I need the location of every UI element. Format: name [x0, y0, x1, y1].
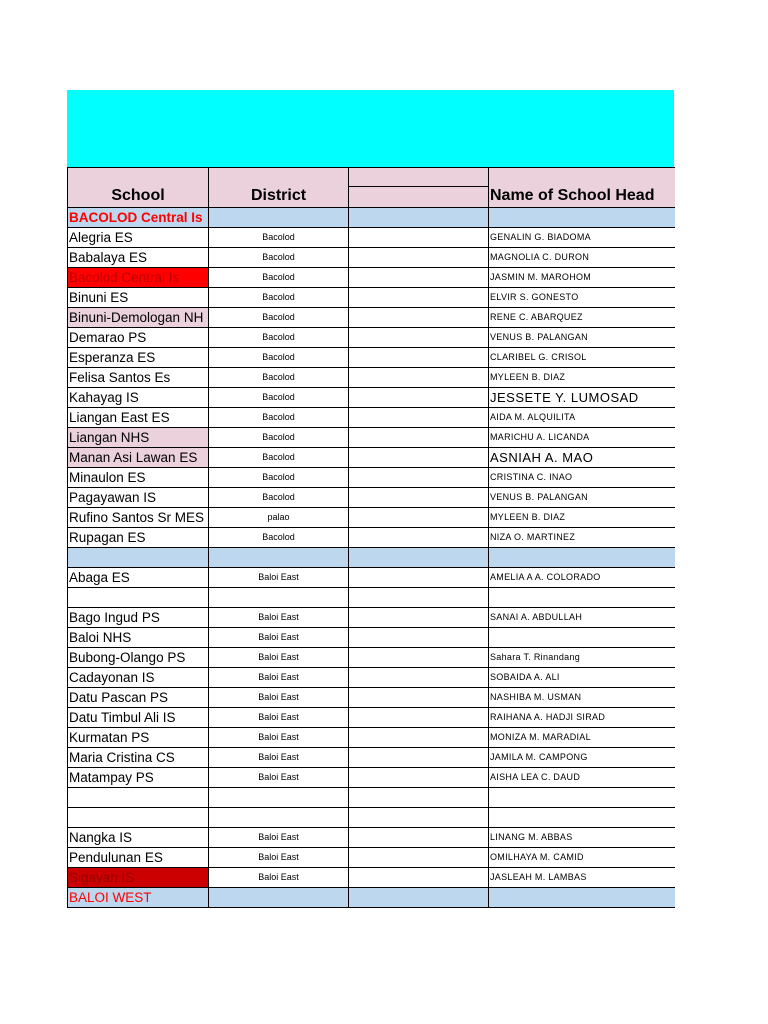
district-cell[interactable]: Baloi East: [209, 568, 349, 588]
section-row: [68, 208, 675, 228]
empty-cell[interactable]: [349, 868, 489, 888]
empty-cell[interactable]: [349, 768, 489, 788]
header-school-head[interactable]: Name of School Head: [489, 168, 675, 208]
table-body: [68, 208, 675, 908]
school-cell[interactable]: Bago Ingud PS: [68, 608, 209, 628]
school-cell[interactable]: Binuni-Demologan NH: [68, 308, 209, 328]
school-cell[interactable]: Baloi NHS: [68, 628, 209, 648]
district-cell[interactable]: Bacolod: [209, 288, 349, 308]
header-row: [68, 168, 675, 208]
school-head-cell[interactable]: SOBAIDA A. ALI: [489, 668, 675, 688]
table-row: [68, 868, 675, 888]
table-row: [68, 348, 675, 368]
district-cell[interactable]: Baloi East: [209, 868, 349, 888]
school-cell[interactable]: Liangan NHS: [68, 428, 209, 448]
district-cell[interactable]: Bacolod: [209, 468, 349, 488]
empty-cell[interactable]: [349, 888, 489, 908]
school-cell[interactable]: BALOI WEST: [68, 888, 209, 908]
school-head-cell[interactable]: JESSETE Y. LUMOSAD: [489, 388, 675, 408]
district-cell[interactable]: [209, 548, 349, 568]
school-head-cell[interactable]: NASHIBA M. USMAN: [489, 688, 675, 708]
school-head-cell[interactable]: CLARIBEL G. CRISOL: [489, 348, 675, 368]
header-district[interactable]: District: [209, 168, 349, 208]
empty-cell[interactable]: [349, 288, 489, 308]
district-cell[interactable]: [209, 808, 349, 828]
school-head-cell[interactable]: RENE C. ABARQUEZ: [489, 308, 675, 328]
title-banner[interactable]: [67, 90, 674, 167]
table-row: [68, 408, 675, 428]
district-cell[interactable]: Bacolod: [209, 448, 349, 468]
school-cell[interactable]: Minaulon ES: [68, 468, 209, 488]
school-cell[interactable]: Cadayonan IS: [68, 668, 209, 688]
table-row: [68, 288, 675, 308]
empty-cell[interactable]: [349, 588, 489, 608]
empty-cell[interactable]: [349, 408, 489, 428]
school-head-cell[interactable]: JASMIN M. MAROHOM: [489, 268, 675, 288]
empty-cell[interactable]: [349, 688, 489, 708]
school-head-cell[interactable]: MARICHU A. LICANDA: [489, 428, 675, 448]
school-cell[interactable]: [68, 808, 209, 828]
district-cell[interactable]: Baloi East: [209, 768, 349, 788]
school-head-cell[interactable]: CRISTINA C. INAO: [489, 468, 675, 488]
blank-row: [68, 788, 675, 808]
school-cell[interactable]: Demarao PS: [68, 328, 209, 348]
table-row: [68, 388, 675, 408]
table-row: [68, 308, 675, 328]
table-row: [68, 228, 675, 248]
district-cell[interactable]: Baloi East: [209, 608, 349, 628]
district-cell[interactable]: Bacolod: [209, 308, 349, 328]
district-cell[interactable]: Bacolod: [209, 368, 349, 388]
empty-cell[interactable]: [349, 748, 489, 768]
school-head-cell[interactable]: [489, 888, 675, 908]
empty-cell[interactable]: [349, 808, 489, 828]
school-head-cell[interactable]: GENALIN G. BIADOMA: [489, 228, 675, 248]
table-row: [68, 568, 675, 588]
empty-cell[interactable]: [349, 368, 489, 388]
school-cell[interactable]: Nangka IS: [68, 828, 209, 848]
empty-cell[interactable]: [349, 708, 489, 728]
school-head-cell[interactable]: ASNIAH A. MAO: [489, 448, 675, 468]
table-row: [68, 268, 675, 288]
district-cell[interactable]: Baloi East: [209, 708, 349, 728]
empty-cell[interactable]: [349, 788, 489, 808]
school-cell[interactable]: Kurmatan PS: [68, 728, 209, 748]
district-cell[interactable]: Baloi East: [209, 628, 349, 648]
district-cell[interactable]: [209, 788, 349, 808]
school-head-cell[interactable]: AMELIA A A. COLORADO: [489, 568, 675, 588]
school-cell[interactable]: Manan Asi Lawan ES: [68, 448, 209, 468]
school-head-cell[interactable]: [489, 588, 675, 608]
district-cell[interactable]: Baloi East: [209, 668, 349, 688]
district-cell[interactable]: [209, 588, 349, 608]
school-cell[interactable]: BACOLOD Central Is: [68, 208, 209, 228]
empty-cell[interactable]: [349, 548, 489, 568]
school-head-cell[interactable]: [489, 628, 675, 648]
district-cell[interactable]: Bacolod: [209, 528, 349, 548]
school-cell[interactable]: Sigayan IS: [68, 868, 209, 888]
school-cell[interactable]: Matampay PS: [68, 768, 209, 788]
district-cell[interactable]: Baloi East: [209, 688, 349, 708]
empty-cell[interactable]: [349, 348, 489, 368]
empty-cell[interactable]: [349, 608, 489, 628]
school-cell[interactable]: Maria Cristina CS: [68, 748, 209, 768]
table-row: [68, 648, 675, 668]
district-cell[interactable]: Baloi East: [209, 728, 349, 748]
table-row: [68, 428, 675, 448]
district-cell[interactable]: Bacolod: [209, 348, 349, 368]
empty-cell[interactable]: [349, 268, 489, 288]
school-head-cell[interactable]: OMILHAYA M. CAMID: [489, 848, 675, 868]
school-head-cell[interactable]: JAMILA M. CAMPONG: [489, 748, 675, 768]
district-cell[interactable]: [209, 888, 349, 908]
empty-cell[interactable]: [349, 488, 489, 508]
school-cell[interactable]: Pendulunan ES: [68, 848, 209, 868]
empty-cell[interactable]: [349, 828, 489, 848]
school-cell[interactable]: Rufino Santos Sr MES: [68, 508, 209, 528]
table-row: [68, 628, 675, 648]
empty-cell[interactable]: [349, 448, 489, 468]
school-head-cell[interactable]: [489, 548, 675, 568]
district-cell[interactable]: [209, 208, 349, 228]
district-cell[interactable]: Bacolod: [209, 428, 349, 448]
table-row: [68, 668, 675, 688]
blank-row: [68, 588, 675, 608]
school-table: [67, 167, 675, 908]
table-row: [68, 248, 675, 268]
school-head-cell[interactable]: JASLEAH M. LAMBAS: [489, 868, 675, 888]
empty-cell[interactable]: [349, 568, 489, 588]
empty-cell[interactable]: [349, 668, 489, 688]
district-cell[interactable]: Bacolod: [209, 248, 349, 268]
table-row: [68, 468, 675, 488]
district-cell[interactable]: Bacolod: [209, 268, 349, 288]
empty-cell[interactable]: [349, 328, 489, 348]
table-row: [68, 448, 675, 468]
table-row: [68, 848, 675, 868]
spreadsheet: [67, 90, 674, 908]
table-row: [68, 508, 675, 528]
district-cell[interactable]: Bacolod: [209, 388, 349, 408]
empty-cell[interactable]: [349, 308, 489, 328]
table-row: [68, 488, 675, 508]
empty-cell[interactable]: [349, 728, 489, 748]
school-head-cell[interactable]: MYLEEN B. DIAZ: [489, 368, 675, 388]
table-row: [68, 328, 675, 348]
school-cell[interactable]: Babalaya ES: [68, 248, 209, 268]
header-blank-cell[interactable]: [349, 168, 489, 208]
school-head-cell[interactable]: VENUS B. PALANGAN: [489, 488, 675, 508]
school-cell[interactable]: Binuni ES: [68, 288, 209, 308]
blank-row: [68, 808, 675, 828]
table-row: [68, 368, 675, 388]
school-cell[interactable]: Kahayag IS: [68, 388, 209, 408]
district-cell[interactable]: Bacolod: [209, 408, 349, 428]
school-cell[interactable]: Bubong-Olango PS: [68, 648, 209, 668]
district-cell[interactable]: Baloi East: [209, 748, 349, 768]
school-head-cell[interactable]: SANAI A. ABDULLAH: [489, 608, 675, 628]
school-head-cell[interactable]: LINANG M. ABBAS: [489, 828, 675, 848]
table-row: [68, 688, 675, 708]
empty-cell[interactable]: [349, 388, 489, 408]
empty-cell[interactable]: [349, 228, 489, 248]
school-head-cell[interactable]: MYLEEN B. DIAZ: [489, 508, 675, 528]
school-head-cell[interactable]: VENUS B. PALANGAN: [489, 328, 675, 348]
empty-cell[interactable]: [349, 848, 489, 868]
school-head-cell[interactable]: [489, 808, 675, 828]
table-row: [68, 828, 675, 848]
school-head-cell[interactable]: MAGNOLIA C. DURON: [489, 248, 675, 268]
section-row: [68, 548, 675, 568]
school-head-cell[interactable]: AIDA M. ALQUILITA: [489, 408, 675, 428]
empty-cell[interactable]: [349, 468, 489, 488]
empty-cell[interactable]: [349, 648, 489, 668]
table-row: [68, 728, 675, 748]
school-head-cell[interactable]: MONIZA M. MARADIAL: [489, 728, 675, 748]
district-cell[interactable]: Baloi East: [209, 848, 349, 868]
school-cell[interactable]: [68, 788, 209, 808]
school-head-cell[interactable]: Sahara T. Rinandang: [489, 648, 675, 668]
district-cell[interactable]: Bacolod: [209, 488, 349, 508]
school-head-cell[interactable]: [489, 788, 675, 808]
table-row: [68, 608, 675, 628]
district-cell[interactable]: Baloi East: [209, 828, 349, 848]
table-row: [68, 528, 675, 548]
school-cell[interactable]: [68, 548, 209, 568]
header-school[interactable]: School: [68, 168, 209, 208]
empty-cell[interactable]: [349, 508, 489, 528]
empty-cell[interactable]: [349, 208, 489, 228]
school-cell[interactable]: Bacolod Central Is: [68, 268, 209, 288]
table-row: [68, 768, 675, 788]
school-head-cell[interactable]: [489, 208, 675, 228]
section-row: [68, 888, 675, 908]
district-cell[interactable]: Bacolod: [209, 228, 349, 248]
empty-cell[interactable]: [349, 248, 489, 268]
school-cell[interactable]: Pagayawan IS: [68, 488, 209, 508]
school-cell[interactable]: Felisa Santos Es: [68, 368, 209, 388]
school-cell[interactable]: Alegria ES: [68, 228, 209, 248]
table-row: [68, 708, 675, 728]
school-head-cell[interactable]: AISHA LEA C. DAUD: [489, 768, 675, 788]
table-row: [68, 748, 675, 768]
school-cell[interactable]: Rupagan ES: [68, 528, 209, 548]
school-cell[interactable]: Esperanza ES: [68, 348, 209, 368]
empty-cell[interactable]: [349, 428, 489, 448]
school-cell[interactable]: Liangan East ES: [68, 408, 209, 428]
school-head-cell[interactable]: RAIHANA A. HADJI SIRAD: [489, 708, 675, 728]
school-head-cell[interactable]: ELVIR S. GONESTO: [489, 288, 675, 308]
school-head-cell[interactable]: NIZA O. MARTINEZ: [489, 528, 675, 548]
district-cell[interactable]: Baloi East: [209, 648, 349, 668]
school-cell[interactable]: Datu Timbul Ali IS: [68, 708, 209, 728]
school-cell[interactable]: Abaga ES: [68, 568, 209, 588]
school-cell[interactable]: [68, 588, 209, 608]
school-cell[interactable]: Datu Pascan PS: [68, 688, 209, 708]
district-cell[interactable]: Bacolod: [209, 328, 349, 348]
empty-cell[interactable]: [349, 628, 489, 648]
district-cell[interactable]: palao: [209, 508, 349, 528]
empty-cell[interactable]: [349, 528, 489, 548]
